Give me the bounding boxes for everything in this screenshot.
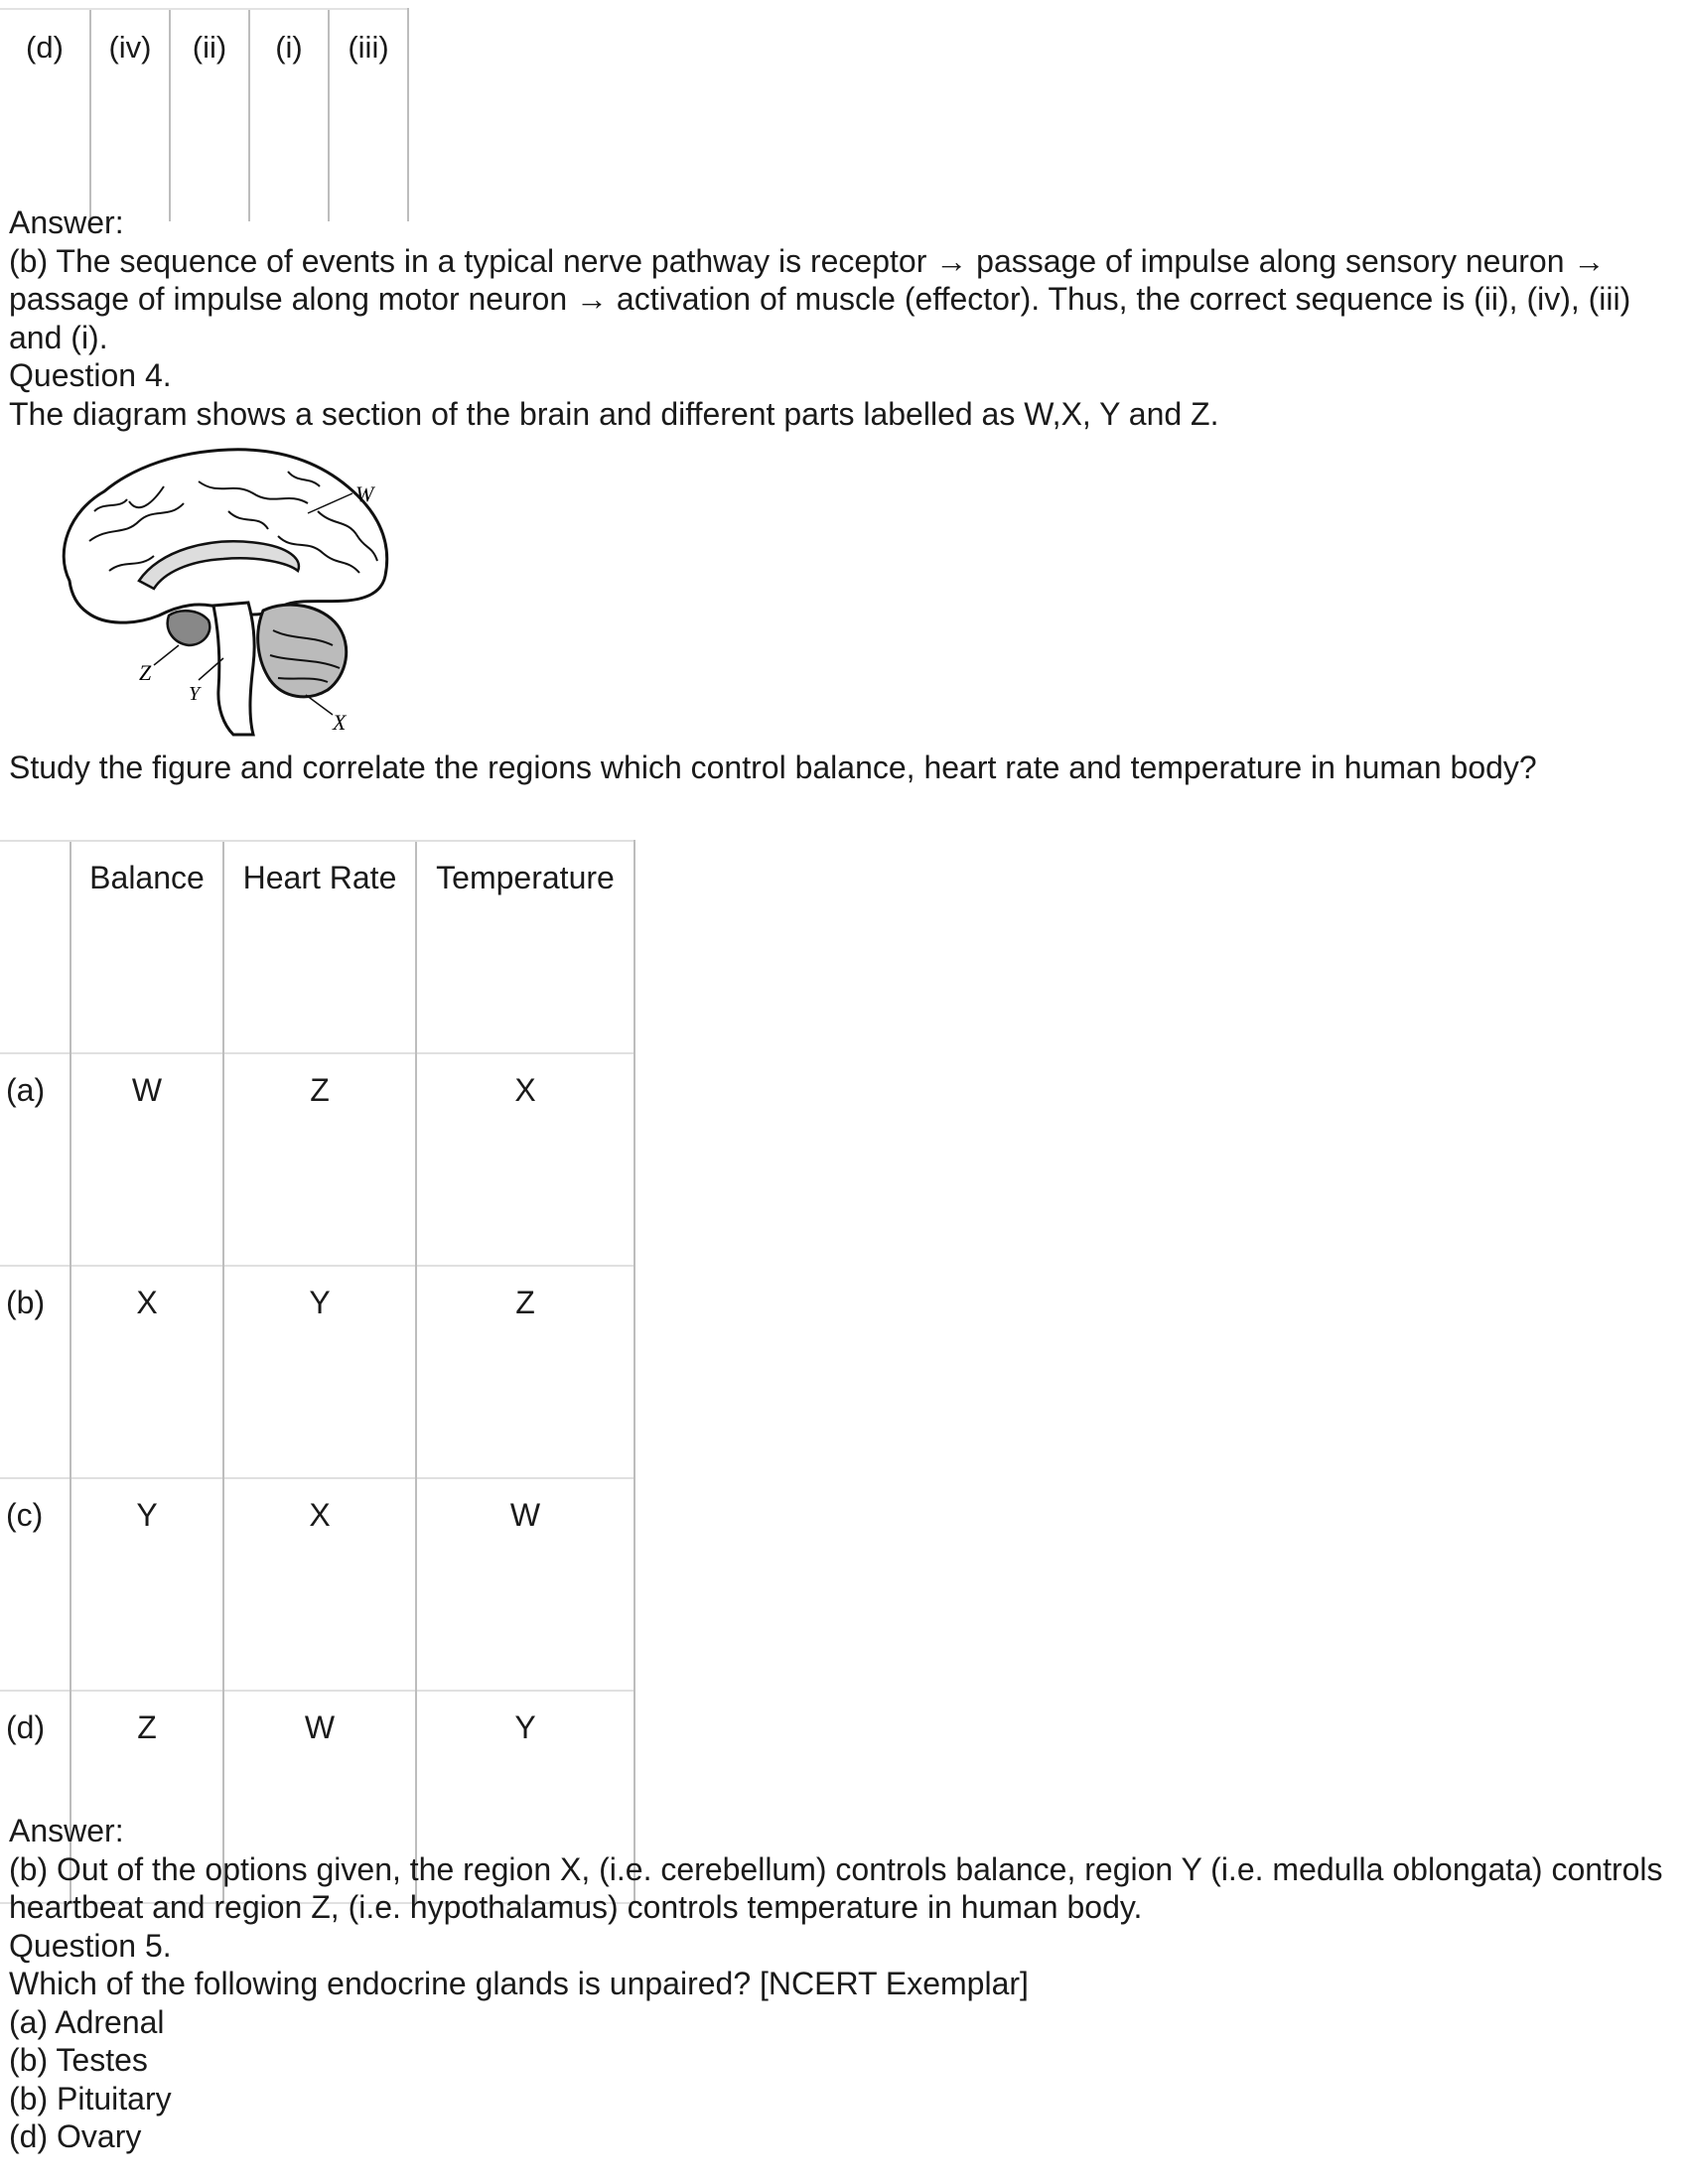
table-header-temperature: Temperature (416, 841, 634, 1053)
answer-label: Answer: (9, 1813, 124, 1848)
label-z: Z (139, 660, 152, 685)
answer-label: Answer: (9, 205, 124, 240)
option-label: (d) (0, 1691, 70, 1903)
table-cell: Z (416, 1266, 634, 1478)
table-cell: X (70, 1266, 223, 1478)
option-b: (b) Testes (9, 2042, 148, 2078)
table-cell: Y (416, 1691, 634, 1903)
table-cell: (iv) (90, 9, 170, 221)
table-row (0, 9, 408, 221)
table-header-heart-rate: Heart Rate (223, 841, 416, 1053)
answer-3-block (9, 204, 1682, 433)
table-cell: Z (70, 1691, 223, 1903)
table-header-row (0, 841, 634, 1053)
table-cell: (d) (0, 9, 90, 221)
table-cell: W (416, 1478, 634, 1691)
question-intro: The diagram shows a section of the brain and different parts labelled as W,X, Y and Z. (9, 395, 1219, 432)
table-cell: X (416, 1053, 634, 1266)
option-a: (a) Adrenal (9, 2003, 165, 2040)
option-d: (d) Ovary (9, 2118, 142, 2154)
cerebellum (258, 605, 347, 697)
question-4-prompt (9, 749, 1682, 787)
table-row (0, 1478, 634, 1691)
corpus-callosum (139, 541, 299, 589)
options-table (0, 840, 635, 1904)
brain-outline (64, 450, 386, 622)
table-cell: X (223, 1478, 416, 1691)
option-label: (b) (0, 1266, 70, 1478)
table-row (0, 1266, 634, 1478)
answer-text: (b) The sequence of events in a typical nerve pathway is receptor → passage of impulse along sensory neuron → passage of impulse along motor neuron → activation of muscle (effector). Thus, the correct sequence is (ii), (iv), (iii) and (i). (9, 242, 1631, 355)
hypothalamus (168, 611, 211, 645)
option-label: (c) (0, 1478, 70, 1691)
table-cell: W (70, 1053, 223, 1266)
table-cell: (iii) (329, 9, 408, 221)
question-heading: Question 5. (9, 1927, 172, 1964)
option-label: (a) (0, 1053, 70, 1266)
question-prompt: Study the figure and correlate the regions which control balance, heart rate and temperature in human body? (9, 750, 1537, 785)
table-cell: Z (223, 1053, 416, 1266)
table-row (0, 1053, 634, 1266)
table-header (0, 841, 70, 1053)
table-cell: (i) (249, 9, 329, 221)
brainstem (213, 603, 254, 735)
table-cell: Y (223, 1266, 416, 1478)
question-heading: Question 4. (9, 357, 172, 393)
question-text: Which of the following endocrine glands is unpaired? [NCERT Exemplar] (9, 1966, 1029, 2001)
table-cell: (ii) (170, 9, 249, 221)
match-table-continuation (0, 8, 409, 221)
table-cell: W (223, 1691, 416, 1903)
answer-text: (b) Out of the options given, the region X, (i.e. cerebellum) controls balance, region Y (i.e. medulla oblongata) controls heartbeat and region Z, (i.e. hypothalamus) controls temperature in human body. (9, 1850, 1663, 1925)
brain-section-figure (50, 442, 467, 740)
answer-4-block (9, 1812, 1682, 2156)
label-y: Y (189, 683, 201, 705)
table-cell: Y (70, 1478, 223, 1691)
label-w: W (355, 481, 374, 506)
option-c: (b) Pituitary (9, 2080, 172, 2116)
table-header-balance: Balance (70, 841, 223, 1053)
label-x: X (333, 710, 347, 735)
